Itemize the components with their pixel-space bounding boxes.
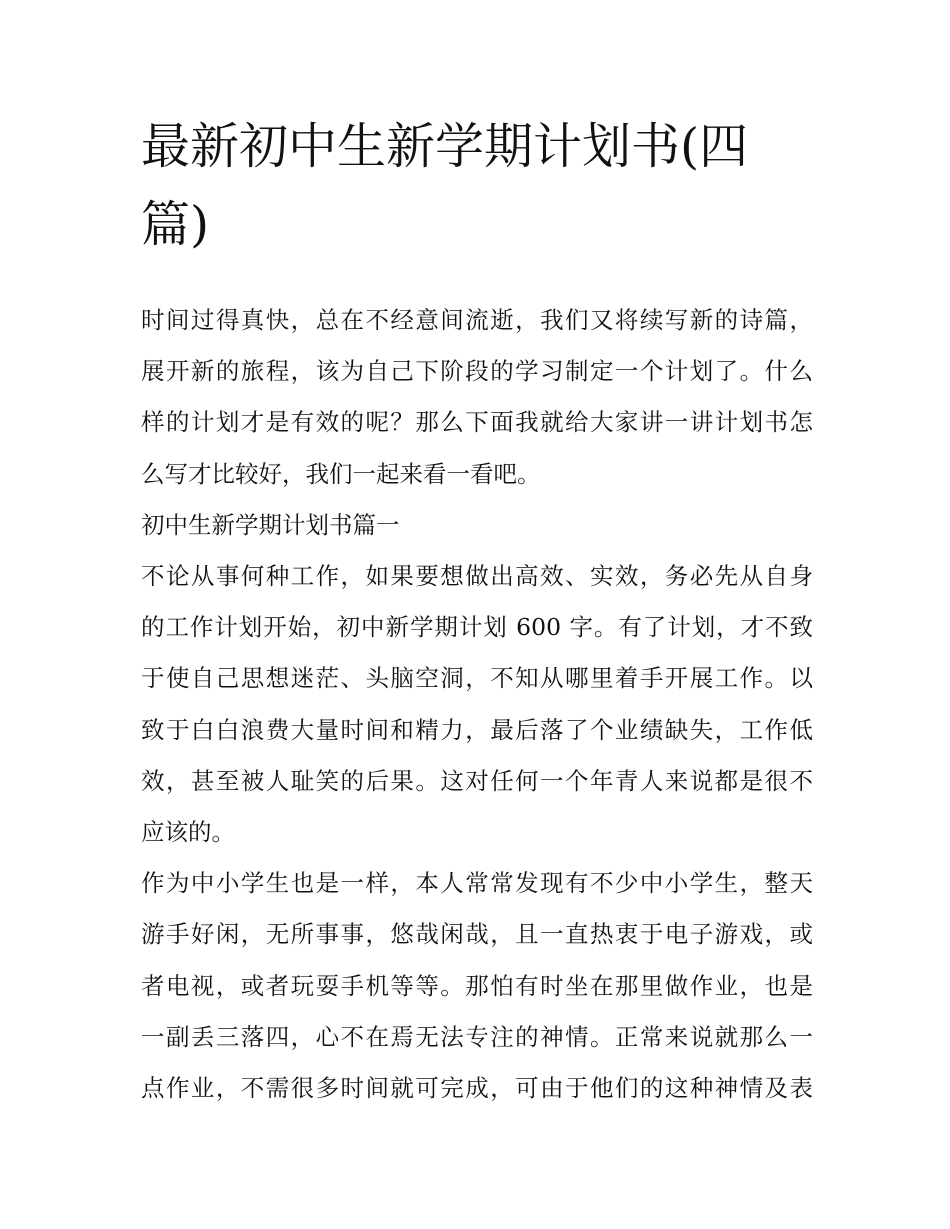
text-line: 游手好闲，无所事事，悠哉闲哉，且一直热衷于电子游戏，或 xyxy=(141,920,813,949)
text-line: 一副丢三落四，心不在焉无法专注的神情。正常来说就那么一 xyxy=(141,1022,813,1051)
document-page xyxy=(141,108,813,1114)
text-line: 时间过得真快，总在不经意间流逝，我们又将续写新的诗篇， xyxy=(141,306,813,334)
paragraph-1 xyxy=(141,551,813,858)
text-line: 作为中小学生也是一样，本人常常发现有不少中小学生，整天 xyxy=(141,869,813,898)
text-line: 样的计划才是有效的呢？那么下面我就给大家讲一讲计划书怎 xyxy=(141,408,813,437)
text-line: 点作业，不需很多时间就可完成，可由于他们的这种神情及表 xyxy=(141,1074,813,1103)
text-line: 应该的。 xyxy=(141,818,235,847)
text-line: 展开新的旅程，该为自己下阶段的学习制定一个计划了。什么 xyxy=(141,357,813,386)
intro-paragraph xyxy=(141,295,813,500)
text-line: 致于白白浪费大量时间和精力，最后落了个业绩缺失，工作低 xyxy=(141,715,813,744)
paragraph-2 xyxy=(141,858,813,1114)
text-line: 于使自己思想迷茫、头脑空洞，不知从哪里着手开展工作。以 xyxy=(141,664,813,693)
text-line: 不论从事何种工作，如果要想做出高效、实效，务必先从自身 xyxy=(141,562,813,591)
text-line: 效，甚至被人耻笑的后果。这对任何一个年青人来说都是很不 xyxy=(141,766,813,795)
section-heading: 初中生新学期计划书篇一 xyxy=(141,510,400,539)
document-title xyxy=(141,108,813,264)
document-body xyxy=(141,295,813,1114)
text-line: 么写才比较好，我们一起来看一看吧。 xyxy=(141,459,541,488)
title-line: 最新初中生新学期计划书(四 xyxy=(141,118,749,175)
text-line: 的工作计划开始，初中新学期计划 600 字。有了计划，才不致 xyxy=(141,613,813,642)
title-line: 篇) xyxy=(141,196,210,253)
text-line: 者电视，或者玩耍手机等等。那怕有时坐在那里做作业，也是 xyxy=(141,971,813,1000)
